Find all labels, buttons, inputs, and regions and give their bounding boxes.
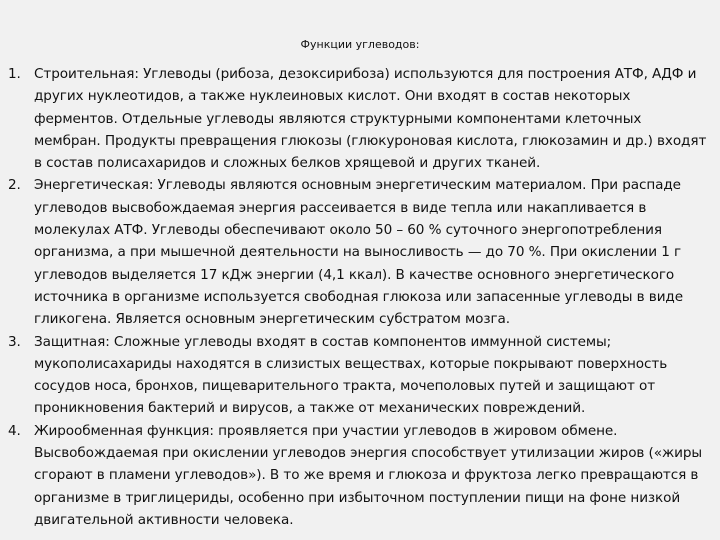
list-item (8, 420, 710, 531)
list-item-text: Строительная: Углеводы (рибоза, дезоксирибоза) используются для построения АТФ, АДФ и других нуклеотидов, а также нуклеиновых кислот. Они входят в состав некоторых ферментов. Отдельные углеводы являются структурными компонентами клеточных мембран. Продукты превращения глюкозы (глюкуроновая кислота, глюкозамин и др.) входят в состав полисахаридов и сложных белков хрящевой и других тканей. (34, 66, 707, 172)
list-item-number: 2. (8, 177, 21, 194)
list-item-number: 3. (8, 333, 21, 350)
list-item-number: 1. (8, 66, 21, 82)
functions-list (8, 63, 710, 531)
slide-title: Функции углеводов: (300, 38, 420, 51)
list-item (8, 63, 710, 174)
list-item-text: Защитная: Сложные углеводы входят в состав компонентов иммунной системы; мукополисахариды находятся в слизистых веществах, которые покрывают поверхность сосудов носа, бронхов, пищеварительного тракта, мочеполовых путей и защищают от проникновения бактерий и вирусов, а также от механических повреждений. (34, 333, 668, 417)
list-item (8, 174, 710, 330)
list-item-text: Жирообменная функция: проявляется при участии углеводов в жировом обмене. Высвобождаемая при окислении углеводов энергия способствует утилизации жиров («жиры сгорают в пламени углеводов»). В то же время и глюкоза и фруктоза легко превращаются в организме в триглицериды, особенно при избыточном поступлении пищи на фоне низкой двигательной активности человека. (34, 422, 703, 528)
list-item-text: Энергетическая: Углеводы являются основным энергетическим материалом. При распаде углеводов высвобождаемая энергия рассеивается в виде тепла или накапливается в молекулах АТФ. Углеводы обеспечивают около 50 – 60 % суточного энергопотребления организма, а при мышечной деятельности на выносливость — до 70 %. При окислении 1 г углеводов выделяется 17 кДж энергии (4,1 ккал). В качестве основного энергетического источника в организме используется свободная глюкоза или запасенные углеводы в виде гликогена. Является основным энергетическим субстратом мозга. (34, 177, 683, 328)
list-item-number: 4. (8, 422, 21, 439)
list-item (8, 331, 710, 420)
